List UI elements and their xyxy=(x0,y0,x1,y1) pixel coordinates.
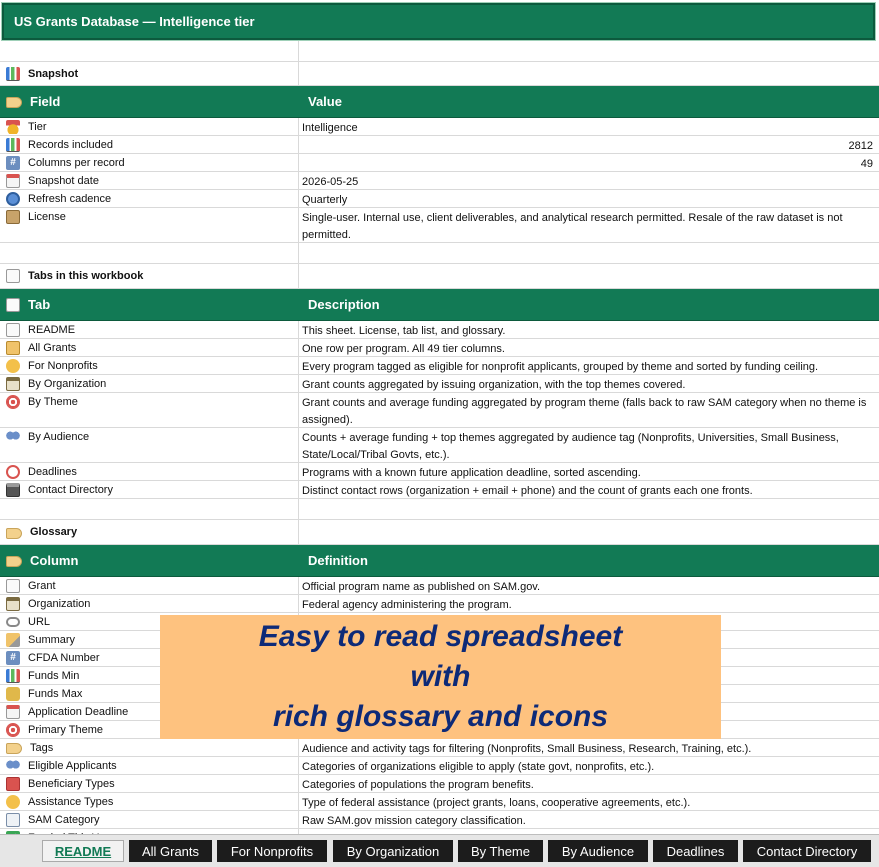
cell[interactable]: 2812 xyxy=(848,140,873,152)
table-row xyxy=(0,463,879,481)
cell[interactable] xyxy=(0,41,299,61)
sheet-tab-by-audience[interactable]: By Audience xyxy=(548,840,648,862)
row-label: Records included xyxy=(28,139,113,151)
bank-icon xyxy=(6,377,20,391)
target-icon xyxy=(6,723,20,737)
row-label: Organization xyxy=(28,598,91,610)
row-label: SAM Category xyxy=(28,814,100,826)
cell[interactable]: Distinct contact rows (organization + email + phone) and the count of grants each one fronts. xyxy=(302,485,753,497)
row-label: For Nonprofits xyxy=(28,360,98,372)
table-row xyxy=(0,775,879,793)
row-label: Eligible Applicants xyxy=(28,760,117,772)
header-row-snapshot xyxy=(0,86,879,118)
card-index-icon xyxy=(6,483,20,497)
sheet-tab-all-grants[interactable]: All Grants xyxy=(129,840,212,862)
cell[interactable] xyxy=(0,357,299,374)
sheet-tab-by-organization[interactable]: By Organization xyxy=(333,840,453,862)
row-label: Tags xyxy=(30,742,54,754)
header-label: Definition xyxy=(308,553,368,568)
empty-row xyxy=(0,499,879,520)
cell[interactable]: 49 xyxy=(860,158,873,170)
cell[interactable]: Audience and activity tags for filtering (Nonprofits, Small Business, Research, Training, etc.). xyxy=(302,743,752,755)
people-icon xyxy=(6,430,20,444)
refresh-icon xyxy=(6,192,20,206)
cell[interactable]: Categories of organizations eligible to apply (state govt, nonprofits, etc.). xyxy=(302,761,655,773)
section-row-tabs xyxy=(0,264,879,289)
bank-icon xyxy=(6,597,20,611)
cell[interactable]: Every program tagged as eligible for nonprofit applicants, grouped by theme and sorted by funding ceiling. xyxy=(302,361,819,373)
table-row xyxy=(0,757,879,775)
cell[interactable]: 2026-05-25 xyxy=(302,176,359,188)
cell[interactable] xyxy=(0,190,299,207)
row-label: Funds Max xyxy=(28,688,83,700)
header-label: Description xyxy=(308,297,380,312)
people-icon xyxy=(6,759,20,773)
row-label: URL xyxy=(28,616,51,628)
promo-line: rich glossary and icons xyxy=(272,700,609,733)
row-label: By Theme xyxy=(28,396,78,408)
table-row xyxy=(0,739,879,757)
bar-chart-icon xyxy=(6,67,20,81)
table-row xyxy=(0,190,879,208)
cell[interactable]: Grant counts and average funding aggregated by program theme (falls back to raw SAM category when no theme is assigned). xyxy=(302,397,867,426)
header-cell-value[interactable] xyxy=(299,86,879,117)
row-label: Snapshot date xyxy=(28,175,99,187)
cell[interactable] xyxy=(0,339,299,356)
row-label: Columns per record xyxy=(28,157,125,169)
cell[interactable] xyxy=(0,208,299,242)
table-row xyxy=(0,136,879,154)
cell[interactable] xyxy=(299,62,879,85)
row-label: Refresh cadence xyxy=(28,193,112,205)
section-label: Tabs in this workbook xyxy=(28,270,144,282)
promo-line: Easy to read spreadsheet xyxy=(258,620,623,653)
target-icon xyxy=(6,395,20,409)
table-row xyxy=(0,428,879,463)
cell[interactable] xyxy=(0,481,299,498)
bar-chart-icon xyxy=(6,669,20,683)
cell[interactable] xyxy=(299,264,879,288)
cell[interactable] xyxy=(0,172,299,189)
row-label: Funds Min xyxy=(28,670,80,682)
row-label: By Audience xyxy=(28,431,90,443)
empty-row xyxy=(0,243,879,264)
header-cell-tab[interactable] xyxy=(0,289,299,320)
header-label: Tab xyxy=(28,297,51,312)
header-cell-column[interactable] xyxy=(0,545,299,576)
document-icon xyxy=(6,323,20,337)
cell[interactable] xyxy=(0,62,299,85)
row-label: Beneficiary Types xyxy=(28,778,115,790)
table-row xyxy=(0,577,879,595)
sheet-tab-contact-directory[interactable]: Contact Directory xyxy=(743,840,871,862)
table-row xyxy=(0,481,879,499)
bar-chart-icon xyxy=(6,138,20,152)
medal-icon xyxy=(6,120,20,134)
tag-icon xyxy=(6,97,22,108)
cell[interactable] xyxy=(0,757,299,774)
table-row xyxy=(0,393,879,428)
header-cell-definition[interactable] xyxy=(299,545,879,576)
cell[interactable]: Type of federal assistance (project grants, loans, cooperative agreements, etc.). xyxy=(302,797,691,809)
cell[interactable]: Federal agency administering the program. xyxy=(302,599,512,611)
cell[interactable] xyxy=(0,264,299,288)
cell[interactable] xyxy=(0,520,299,544)
calendar-icon xyxy=(6,174,20,188)
table-row xyxy=(0,208,879,243)
gift-icon xyxy=(6,777,20,791)
cell[interactable]: Grant counts aggregated by issuing organization, with the top themes covered. xyxy=(302,379,686,391)
table-row xyxy=(0,172,879,190)
row-label: Summary xyxy=(28,634,76,646)
promo-banner xyxy=(160,615,721,739)
table-row xyxy=(0,811,879,829)
cell[interactable]: Categories of populations the program benefits. xyxy=(302,779,534,791)
section-label: Glossary xyxy=(30,526,78,538)
sheet-tab-readme[interactable]: README xyxy=(42,840,124,862)
alarm-clock-icon xyxy=(6,465,20,479)
sheet-tab-for-nonprofits[interactable]: For Nonprofits xyxy=(217,840,327,862)
row-label: Grant xyxy=(28,580,56,592)
cell[interactable] xyxy=(0,375,299,392)
tag-icon xyxy=(6,743,22,754)
header-cell-field[interactable] xyxy=(0,86,299,117)
folder-icon xyxy=(6,341,20,355)
sheet-tab-by-theme[interactable]: By Theme xyxy=(458,840,543,862)
row-label: README xyxy=(28,324,76,336)
cell[interactable]: This sheet. License, tab list, and glossary. xyxy=(302,325,506,337)
row-label: Deadlines xyxy=(28,466,77,478)
row-label: Primary Theme xyxy=(28,724,103,736)
row-label: Contact Directory xyxy=(28,484,113,496)
cell[interactable]: One row per program. All 49 tier columns. xyxy=(302,343,505,355)
header-cell-description[interactable] xyxy=(299,289,879,320)
cell[interactable] xyxy=(0,595,299,612)
cell[interactable]: Intelligence xyxy=(302,122,358,134)
hash-icon: # xyxy=(6,651,20,665)
table-row xyxy=(0,118,879,136)
header-label: Field xyxy=(30,94,61,109)
cell[interactable] xyxy=(0,428,299,462)
empty-row xyxy=(0,41,879,62)
money-bag-icon xyxy=(6,687,20,701)
row-label: All Grants xyxy=(28,342,77,354)
cell[interactable]: Single-user. Internal use, client deliverables, and analytical research permitted. Resale of the raw dataset is not permitted. xyxy=(302,212,843,241)
table-row xyxy=(0,793,879,811)
scroll-icon xyxy=(6,210,20,224)
cell[interactable] xyxy=(0,243,299,263)
row-label: CFDA Number xyxy=(28,652,100,664)
cell[interactable]: Programs with a known future application deadline, sorted ascending. xyxy=(302,467,641,479)
header-label: Value xyxy=(308,94,342,109)
row-label: Assistance Types xyxy=(28,796,114,808)
section-row-snapshot xyxy=(0,62,879,86)
cell[interactable]: Official program name as published on SAM.gov. xyxy=(302,581,541,593)
sheet-tab-deadlines[interactable]: Deadlines xyxy=(653,840,738,862)
cell[interactable] xyxy=(0,811,299,828)
file-folder-icon xyxy=(6,813,20,827)
cell[interactable] xyxy=(299,520,879,544)
document-icon xyxy=(6,269,20,283)
cell[interactable] xyxy=(0,118,299,135)
section-label: Snapshot xyxy=(28,67,79,80)
cell[interactable]: Counts + average funding + top themes aggregated by audience tag (Nonprofits, Universities, Small Business, State/Local/Tribal Govts, etc.). xyxy=(302,432,839,461)
table-row xyxy=(0,375,879,393)
row-label: Application Deadline xyxy=(28,706,129,718)
link-icon xyxy=(6,617,20,627)
cell[interactable] xyxy=(0,793,299,810)
cell[interactable] xyxy=(299,41,879,61)
cell[interactable] xyxy=(0,577,299,594)
table-row xyxy=(0,339,879,357)
hash-icon: # xyxy=(6,156,20,170)
table-row xyxy=(0,154,879,172)
cell[interactable] xyxy=(0,775,299,792)
row-label: Tier xyxy=(28,121,47,133)
sheet-title-cell[interactable] xyxy=(2,3,875,40)
cell[interactable] xyxy=(0,321,299,338)
table-row xyxy=(0,357,879,375)
row-label: License xyxy=(28,211,66,223)
promo-line: with xyxy=(410,660,471,693)
calendar-icon xyxy=(6,705,20,719)
cell[interactable] xyxy=(299,243,879,263)
document-icon xyxy=(6,579,20,593)
cell[interactable] xyxy=(0,463,299,480)
row-label: By Organization xyxy=(28,378,107,390)
header-row-tabs xyxy=(0,289,879,321)
cell[interactable] xyxy=(0,499,299,519)
table-row xyxy=(0,595,879,613)
header-row-glossary xyxy=(0,545,879,577)
cell[interactable]: Quarterly xyxy=(302,194,348,206)
handshake-icon xyxy=(6,359,20,373)
section-row-glossary xyxy=(0,520,879,545)
cell[interactable] xyxy=(0,154,299,171)
document-icon xyxy=(6,298,20,312)
handshake-icon xyxy=(6,795,20,809)
cell[interactable] xyxy=(0,739,299,756)
cell[interactable] xyxy=(299,499,879,519)
cell[interactable] xyxy=(0,393,299,427)
header-label: Column xyxy=(30,553,79,568)
sheet-tab-bar xyxy=(0,834,879,867)
tag-icon xyxy=(6,556,22,567)
table-row xyxy=(0,321,879,339)
tag-icon xyxy=(6,528,22,539)
cell[interactable] xyxy=(0,136,299,153)
cell[interactable]: Raw SAM.gov mission category classification. xyxy=(302,815,526,827)
sheet-title: US Grants Database — Intelligence tier xyxy=(14,14,255,29)
pencil-icon xyxy=(6,633,20,647)
